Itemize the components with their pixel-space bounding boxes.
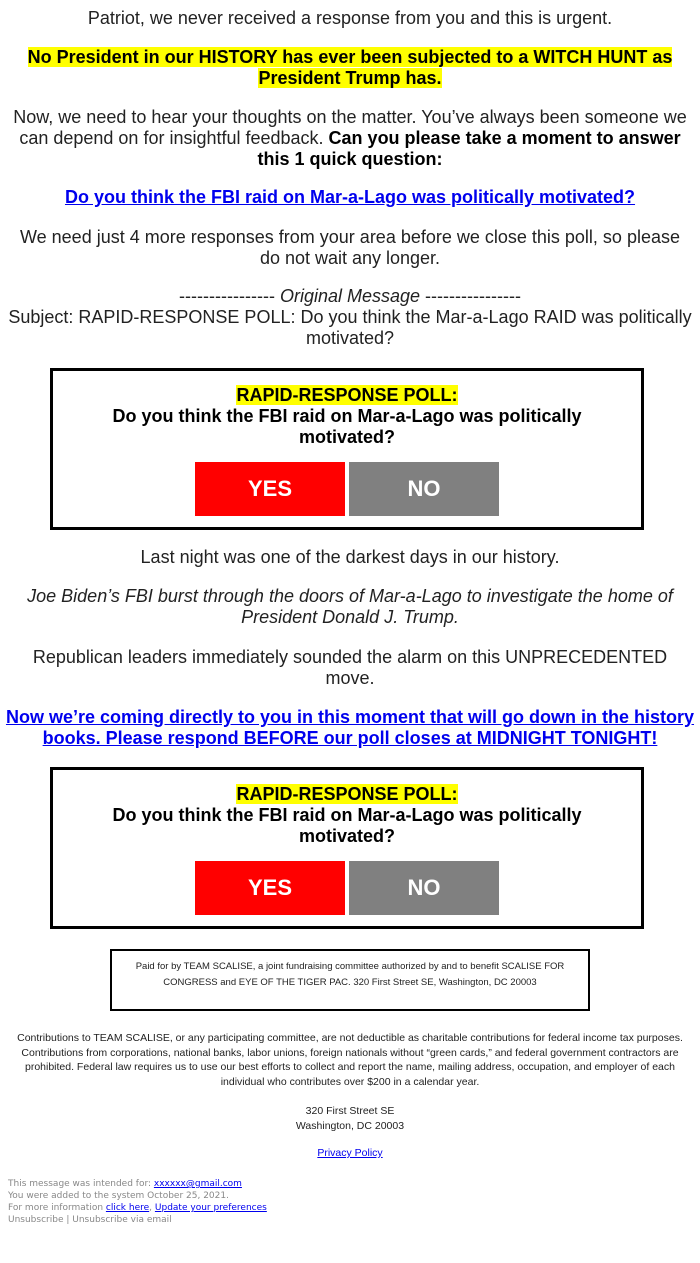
witch-hunt-highlight bbox=[0, 47, 700, 89]
poll-question: Do you think the FBI raid on Mar-a-Lago was politically motivated? bbox=[112, 805, 582, 846]
question-link[interactable]: Do you think the FBI raid on Mar-a-Lago was politically motivated? bbox=[64, 187, 636, 207]
poll-question: Do you think the FBI raid on Mar-a-Lago was politically motivated? bbox=[112, 406, 582, 447]
comma: , bbox=[149, 1203, 155, 1213]
separator-right: ---------------- bbox=[420, 286, 521, 306]
original-subject bbox=[4, 307, 696, 349]
separator-left: ---------------- bbox=[179, 286, 280, 306]
privacy-row bbox=[0, 1146, 700, 1161]
no-button[interactable]: NO bbox=[349, 462, 499, 516]
responses-row bbox=[10, 227, 690, 269]
poll-title: RAPID-RESPONSE POLL: bbox=[236, 385, 458, 405]
poll-buttons bbox=[53, 462, 641, 516]
added-date-text: You were added to the system October 25, 2021. bbox=[8, 1191, 229, 1201]
contributions-disclaimer: Contributions to TEAM SCALISE, or any participating committee, are not deductible as charitable contributions for federal income tax purposes. Contributions from corporations, national banks, labor unions, foreign nationals without “green cards,” and federal government contractors are prohibited. Federal law requires us to use our best efforts to collect and report the name, mailing address, occupation, and employer of each individual who contributes over $200 in a calendar year. bbox=[17, 1032, 683, 1088]
more-info-label: For more information bbox=[8, 1203, 106, 1213]
feedback-paragraph bbox=[10, 107, 690, 170]
subject-text: Subject: RAPID-RESPONSE POLL: Do you think the Mar-a-Lago RAID was politically motivated? bbox=[8, 307, 692, 348]
darkest-days-text: Last night was one of the darkest days in our history. bbox=[140, 547, 560, 567]
mailing-address bbox=[0, 1104, 700, 1133]
poll-title: RAPID-RESPONSE POLL: bbox=[236, 784, 458, 804]
highlight-line-2: President Trump has. bbox=[258, 68, 442, 88]
yes-button[interactable]: YES bbox=[195, 462, 345, 516]
click-here-link[interactable]: click here bbox=[105, 1203, 150, 1213]
unsubscribe-email-link[interactable]: Unsubscribe via email bbox=[72, 1215, 172, 1225]
email-footer bbox=[8, 1178, 267, 1226]
pipe-separator: | bbox=[63, 1215, 73, 1225]
recipient-email-link[interactable]: xxxxxx@gmail.com bbox=[153, 1179, 242, 1189]
no-button[interactable]: NO bbox=[349, 861, 499, 915]
darkest-days-row bbox=[0, 547, 700, 568]
cta-row bbox=[4, 707, 696, 749]
fbi-burst-text: Joe Biden’s FBI burst through the doors of Mar-a-Lago to investigate the home of President Donald J. Trump. bbox=[27, 586, 673, 627]
feedback-bold: Can you please take a moment to answer this 1 quick question: bbox=[257, 128, 681, 169]
leaders-alarm-text: Republican leaders immediately sounded the alarm on this UNPRECEDENTED move. bbox=[32, 647, 668, 688]
paid-for-text: Paid for by TEAM SCALISE, a joint fundraising committee authorized by and to benefit SCALISE FOR CONGRESS and EYE OF THE TIGER PAC. 320 First Street SE, Washington, DC 20003 bbox=[135, 961, 565, 988]
fbi-burst-row bbox=[20, 586, 680, 628]
address-line-1: 320 First Street SE bbox=[305, 1105, 395, 1117]
responses-needed-text: We need just 4 more responses from your area before we close this poll, so please do not wait any longer. bbox=[19, 227, 680, 268]
leaders-alarm-row bbox=[20, 647, 680, 689]
intro-line bbox=[0, 8, 700, 29]
poll-box bbox=[50, 767, 644, 929]
poll-box bbox=[50, 368, 644, 530]
intended-label: This message was intended for: bbox=[8, 1179, 154, 1189]
cta-link[interactable]: Now we’re coming directly to you in this moment that will go down in the history books. Please respond BEFORE our poll closes at MIDNIGHT TONIGHT! bbox=[5, 707, 695, 748]
question-link-row bbox=[0, 187, 700, 208]
highlight-line-1: No President in our HISTORY has ever been subjected to a WITCH HUNT as bbox=[27, 47, 673, 67]
intro-text: Patriot, we never received a response from you and this is urgent. bbox=[87, 8, 613, 28]
unsubscribe-link[interactable]: Unsubscribe bbox=[8, 1215, 64, 1225]
address-line-2: Washington, DC 20003 bbox=[295, 1119, 405, 1132]
privacy-policy-link[interactable]: Privacy Policy bbox=[317, 1147, 383, 1159]
original-message-separator bbox=[0, 286, 700, 307]
original-message-label: Original Message bbox=[279, 286, 421, 306]
paid-for-box bbox=[110, 949, 590, 1011]
update-preferences-link[interactable]: Update your preferences bbox=[154, 1203, 267, 1213]
feedback-text: Now, we need to hear your thoughts on the matter. You’ve always been someone we can depend on for insightful feedback. bbox=[13, 107, 687, 148]
poll-buttons bbox=[53, 861, 641, 915]
yes-button[interactable]: YES bbox=[195, 861, 345, 915]
